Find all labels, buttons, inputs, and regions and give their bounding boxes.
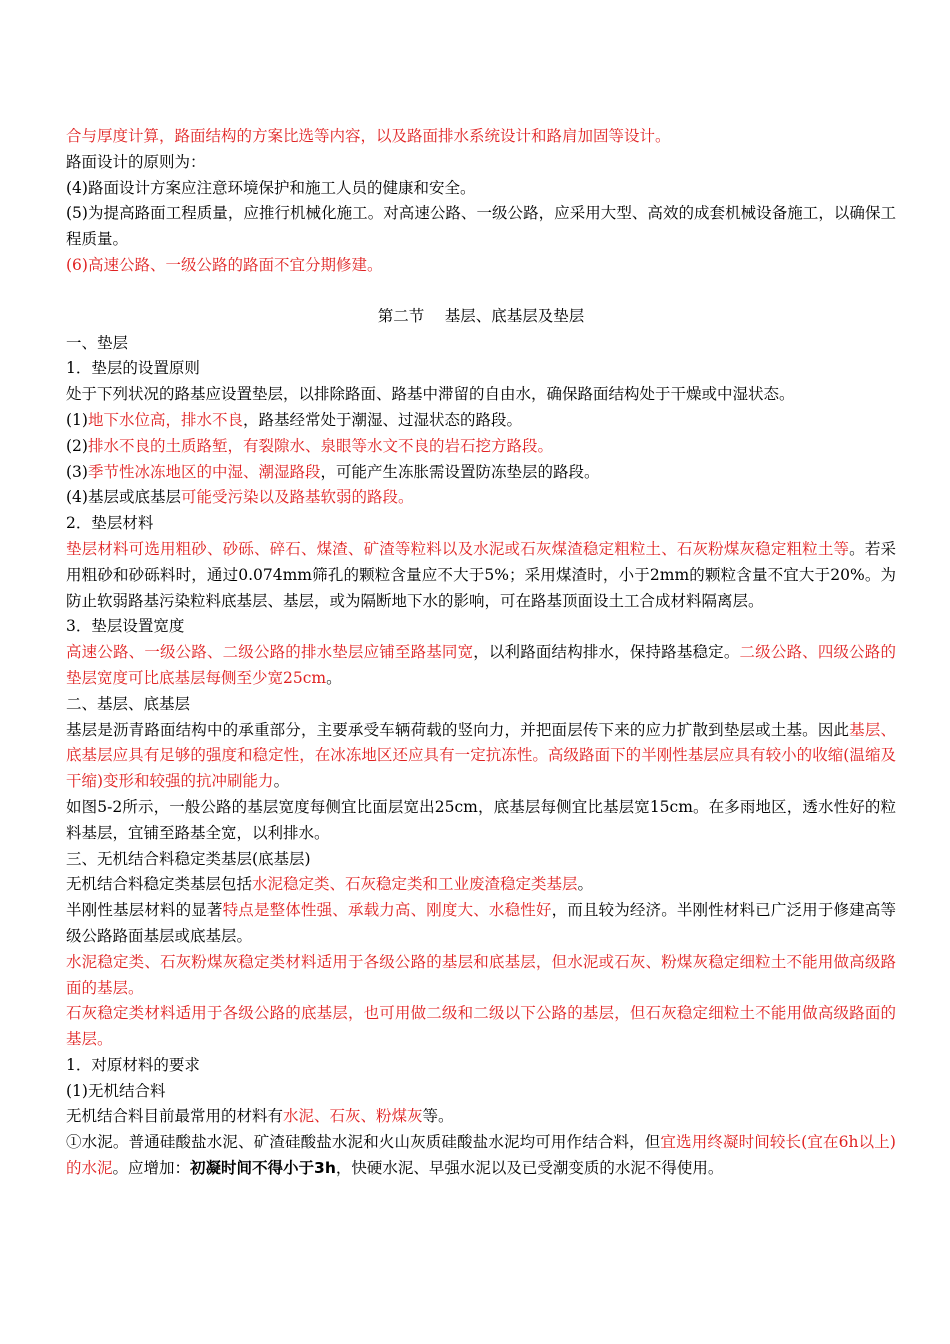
text-span: ，路基经常处于潮湿、过湿状态的路段。 xyxy=(242,410,522,429)
text-span: 。应增加： xyxy=(112,1159,191,1178)
paragraph xyxy=(66,331,896,357)
text-span: 。 xyxy=(577,875,594,894)
paragraph xyxy=(66,872,896,898)
highlighted-text: 特点是整体性强、承载力高、刚度大、水稳性好 xyxy=(222,901,552,920)
paragraph xyxy=(66,408,896,434)
paragraph xyxy=(66,537,896,614)
paragraph xyxy=(66,692,896,718)
paragraph xyxy=(66,1104,896,1130)
highlighted-text: 宜选用终凝时间较长(宜在6h以上)的水泥 xyxy=(66,1133,896,1178)
highlighted-text: 水泥稳定类、石灰稳定类和工业废渣稳定类基层 xyxy=(252,875,578,894)
paragraph xyxy=(66,614,896,640)
text-span: 。 xyxy=(273,772,290,791)
paragraph xyxy=(66,950,896,1002)
highlighted-text: 季节性冰冻地区的中湿、潮湿路段 xyxy=(87,462,321,481)
paragraph xyxy=(66,640,896,692)
paragraph xyxy=(66,511,896,537)
text-span: ，而且较为经济。半刚性材料已广泛用于修建高等级公路路面基层或底基层。 xyxy=(66,901,896,945)
text-span: (5)为提高路面工程质量，应推行机械化施工。对高速公路、一级公路，应采用大型、高效的成套机械设备施工，以确保工程质量。 xyxy=(66,204,896,249)
text-span: 二、基层、底基层 xyxy=(66,694,191,713)
text-span: 。若采用粗砂和砂砾料时，通过0.074mm筛孔的颗粒含量应不大于5%；采用煤渣时，小于2mm的颗粒含量不宜大于20%。为防止软弱路基污染粒料底基层、基层，或为隔断地下水的影响，可在路基顶面设土工合成材料隔离层。 xyxy=(66,539,896,610)
paragraph xyxy=(66,1001,896,1053)
text-span: (3) xyxy=(66,462,88,481)
text-span: (4)路面设计方案应注意环境保护和施工人员的健康和安全。 xyxy=(66,178,476,197)
paragraph xyxy=(66,460,896,486)
text-span: ，以利路面结构排水，保持路基稳定。 xyxy=(473,643,740,662)
highlighted-text: (6)高速公路、一级公路的路面不宜分期修建。 xyxy=(66,255,383,274)
highlighted-text: 基层、底基层应具有足够的强度和稳定性，在冰冻地区还应具有一定抗冻性。高级路面下的半刚性基层应具有较小的收缩(温缩及干缩)变形和较强的抗冲刷能力 xyxy=(66,720,896,791)
document-body xyxy=(66,124,896,1182)
text-span: 路面设计的原则为： xyxy=(66,152,206,171)
text-span: 等。 xyxy=(422,1107,454,1126)
highlighted-text: 水泥稳定类、石灰粉煤灰稳定类材料适用于各级公路的基层和底基层，但水泥或石灰、粉煤灰稳定细粒土不能用做高级路面的基层。 xyxy=(66,952,896,997)
text-span: (1)无机结合料 xyxy=(66,1081,166,1100)
text-span: 无机结合料稳定类基层包括 xyxy=(66,875,253,894)
text-span: 基层是沥青路面结构中的承重部分，主要承受车辆荷载的竖向力，并把面层传下来的应力扩散到垫层或土基。因此 xyxy=(66,720,850,739)
text-span: ，快硬水泥、早强水泥以及已受潮变质的水泥不得使用。 xyxy=(335,1159,724,1178)
paragraph xyxy=(66,201,896,253)
highlighted-text: 二级公路、四级公路的垫层宽度可比底基层每侧至少宽25cm xyxy=(66,643,896,687)
paragraph xyxy=(66,253,896,279)
paragraph xyxy=(66,356,896,382)
text-span: 1．垫层的设置原则 xyxy=(66,359,200,378)
text-span: 第二节 基层、底基层及垫层 xyxy=(377,306,585,325)
paragraph xyxy=(66,1079,896,1105)
paragraph xyxy=(66,795,896,847)
paragraph xyxy=(66,150,896,176)
text-span: 处于下列状况的路基应设置垫层，以排除路面、路基中滞留的自由水，确保路面结构处于干燥或中湿状态。 xyxy=(66,385,795,404)
text-span: ，可能产生冻胀需设置防冻垫层的路段。 xyxy=(320,462,600,481)
text-span: 半刚性基层材料的显著 xyxy=(66,901,223,920)
text-span: 一、垫层 xyxy=(66,333,129,352)
highlighted-text: 高速公路、一级公路、二级公路的排水垫层应铺至路基同宽 xyxy=(66,643,474,662)
paragraph xyxy=(66,1130,896,1182)
paragraph xyxy=(66,898,896,950)
text-span: (2) xyxy=(66,436,88,455)
highlighted-text: 垫层材料可选用粗砂、砂砾、碎石、煤渣、矿渣等粒料以及水泥或石灰煤渣稳定粗粒土、石灰粉煤灰稳定粗粒土等 xyxy=(66,539,850,558)
paragraph xyxy=(66,485,896,511)
text-span: 三、无机结合料稳定类基层(底基层) xyxy=(66,849,311,868)
paragraph xyxy=(66,847,896,873)
highlighted-text: 水泥、石灰、粉煤灰 xyxy=(283,1107,423,1126)
highlighted-text: 排水不良的土质路堑，有裂隙水、泉眼等水文不良的岩石挖方路段。 xyxy=(87,436,553,455)
paragraph xyxy=(66,718,896,795)
text-span: 。 xyxy=(326,668,342,687)
highlighted-text: 合与厚度计算，路面结构的方案比选等内容，以及路面排水系统设计和路肩加固等设计。 xyxy=(66,127,671,145)
bold-text: 初凝时间不得小于3h xyxy=(190,1159,336,1178)
highlighted-text: 石灰稳定类材料适用于各级公路的底基层，也可用做二级和二级以下公路的基层，但石灰稳定细粒土不能用做高级路面的基层。 xyxy=(66,1004,896,1049)
highlighted-text: 地下水位高，排水不良 xyxy=(87,410,243,429)
highlighted-text: 可能受污染以及路基软弱的路段。 xyxy=(180,488,414,507)
text-span: 1．对原材料的要求 xyxy=(66,1055,200,1074)
text-span: 3．垫层设置宽度 xyxy=(66,617,185,636)
paragraph xyxy=(66,1053,896,1079)
text-span: 无机结合料目前最常用的材料有 xyxy=(66,1107,284,1126)
text-span: (1) xyxy=(66,410,88,429)
paragraph xyxy=(66,176,896,202)
paragraph xyxy=(66,124,896,150)
paragraph xyxy=(66,434,896,460)
paragraph xyxy=(66,382,896,408)
text-span: ①水泥。普通硅酸盐水泥、矿渣硅酸盐水泥和火山灰质硅酸盐水泥均可用作结合料，但 xyxy=(66,1133,661,1152)
text-span: 2．垫层材料 xyxy=(66,514,154,533)
text-span: 如图5-2所示，一般公路的基层宽度每侧宜比面层宽出25cm，底基层每侧宜比基层宽15cm。在多雨地区，透水性好的粒料基层，宜铺至路基全宽，以利排水。 xyxy=(66,797,896,842)
section-title xyxy=(66,304,896,330)
text-span: (4)基层或底基层 xyxy=(66,488,181,507)
